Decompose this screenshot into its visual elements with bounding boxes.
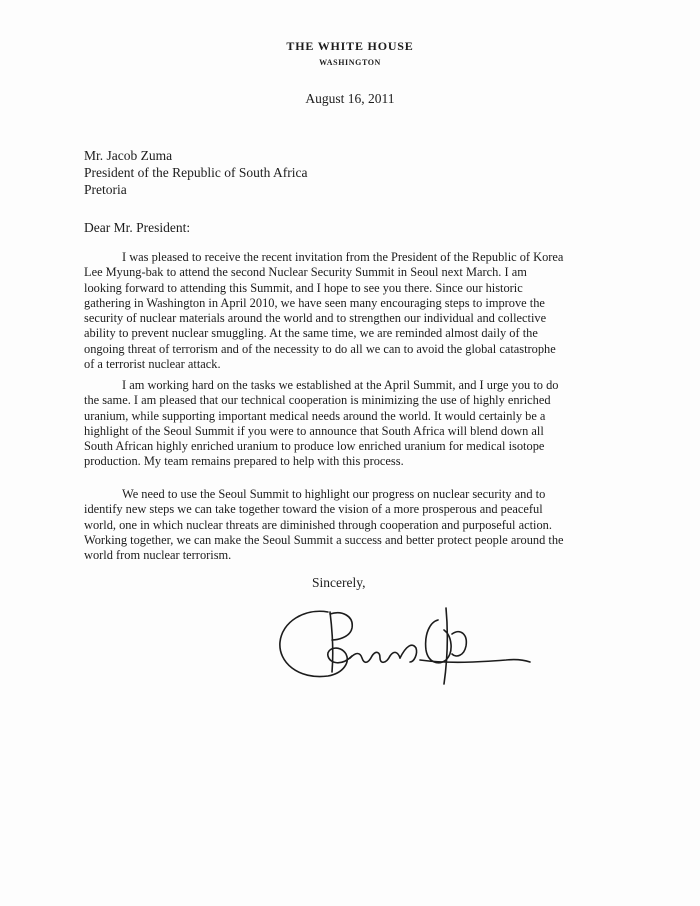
paragraph-line: world from nuclear terrorism. [84, 548, 232, 563]
paragraph-line: I am working hard on the tasks we established at the April Summit, and I urge you to do [122, 378, 559, 392]
paragraph-line: South African highly enriched uranium to produce low enriched uranium for medical isotope [84, 439, 545, 454]
body-paragraph-2 [84, 378, 624, 470]
recipient-name: Mr. Jacob Zuma [84, 148, 173, 163]
letterhead-title: THE WHITE HOUSE [286, 39, 414, 53]
paragraph-line: security of nuclear materials around the world and to strengthen our individual and collective [84, 311, 547, 326]
body-paragraph-3 [84, 487, 624, 563]
paragraph-line: uranium, while supporting important medical needs around the world. It would certainly be a [84, 408, 546, 423]
paragraph-line: world, one in which nuclear threats are diminished through cooperation and purposeful action. [84, 517, 552, 532]
paragraph-line: I was pleased to receive the recent invitation from the President of the Republic of Korea [122, 250, 564, 264]
signature-icon [270, 600, 540, 695]
paragraph-line: Lee Myung-bak to attend the second Nuclear Security Summit in Seoul next March. I am [84, 265, 527, 280]
paragraph-line: identify new steps we can take together toward the vision of a more prosperous and peaceful [84, 502, 543, 517]
paragraph-line: of a terrorist nuclear attack. [84, 357, 221, 372]
letterhead-subtitle: WASHINGTON [319, 58, 381, 67]
paragraph-line: production. My team remains prepared to help with this process. [84, 454, 404, 469]
body-paragraph-1 [84, 250, 624, 372]
letter-date: August 16, 2011 [305, 91, 395, 106]
salutation: Dear Mr. President: [84, 220, 191, 235]
paragraph-line: ability to prevent nuclear smuggling. At the same time, we are reminded almost daily of the [84, 326, 538, 341]
paragraph-line: the same. I am pleased that our technical cooperation is minimizing the use of highly enriched [84, 393, 551, 408]
recipient-title: President of the Republic of South Africa [84, 165, 308, 180]
recipient-city: Pretoria [84, 182, 127, 197]
paragraph-line: Working together, we can make the Seoul Summit a success and better protect people around the [84, 532, 564, 547]
paragraph-line: highlight of the Seoul Summit if you were to announce that South Africa will blend down all [84, 423, 544, 438]
paragraph-line: gathering in Washington in April 2010, we have seen many encouraging steps to improve the [84, 295, 545, 310]
recipient-address [84, 147, 307, 198]
paragraph-line: ongoing threat of terrorism and of the necessity to do all we can to avoid the global catastrophe [84, 341, 556, 356]
closing: Sincerely, [312, 575, 366, 590]
paragraph-line: We need to use the Seoul Summit to highlight our progress on nuclear security and to [122, 487, 546, 501]
paragraph-line: looking forward to attending this Summit, and I hope to see you there. Since our historic [84, 280, 523, 295]
